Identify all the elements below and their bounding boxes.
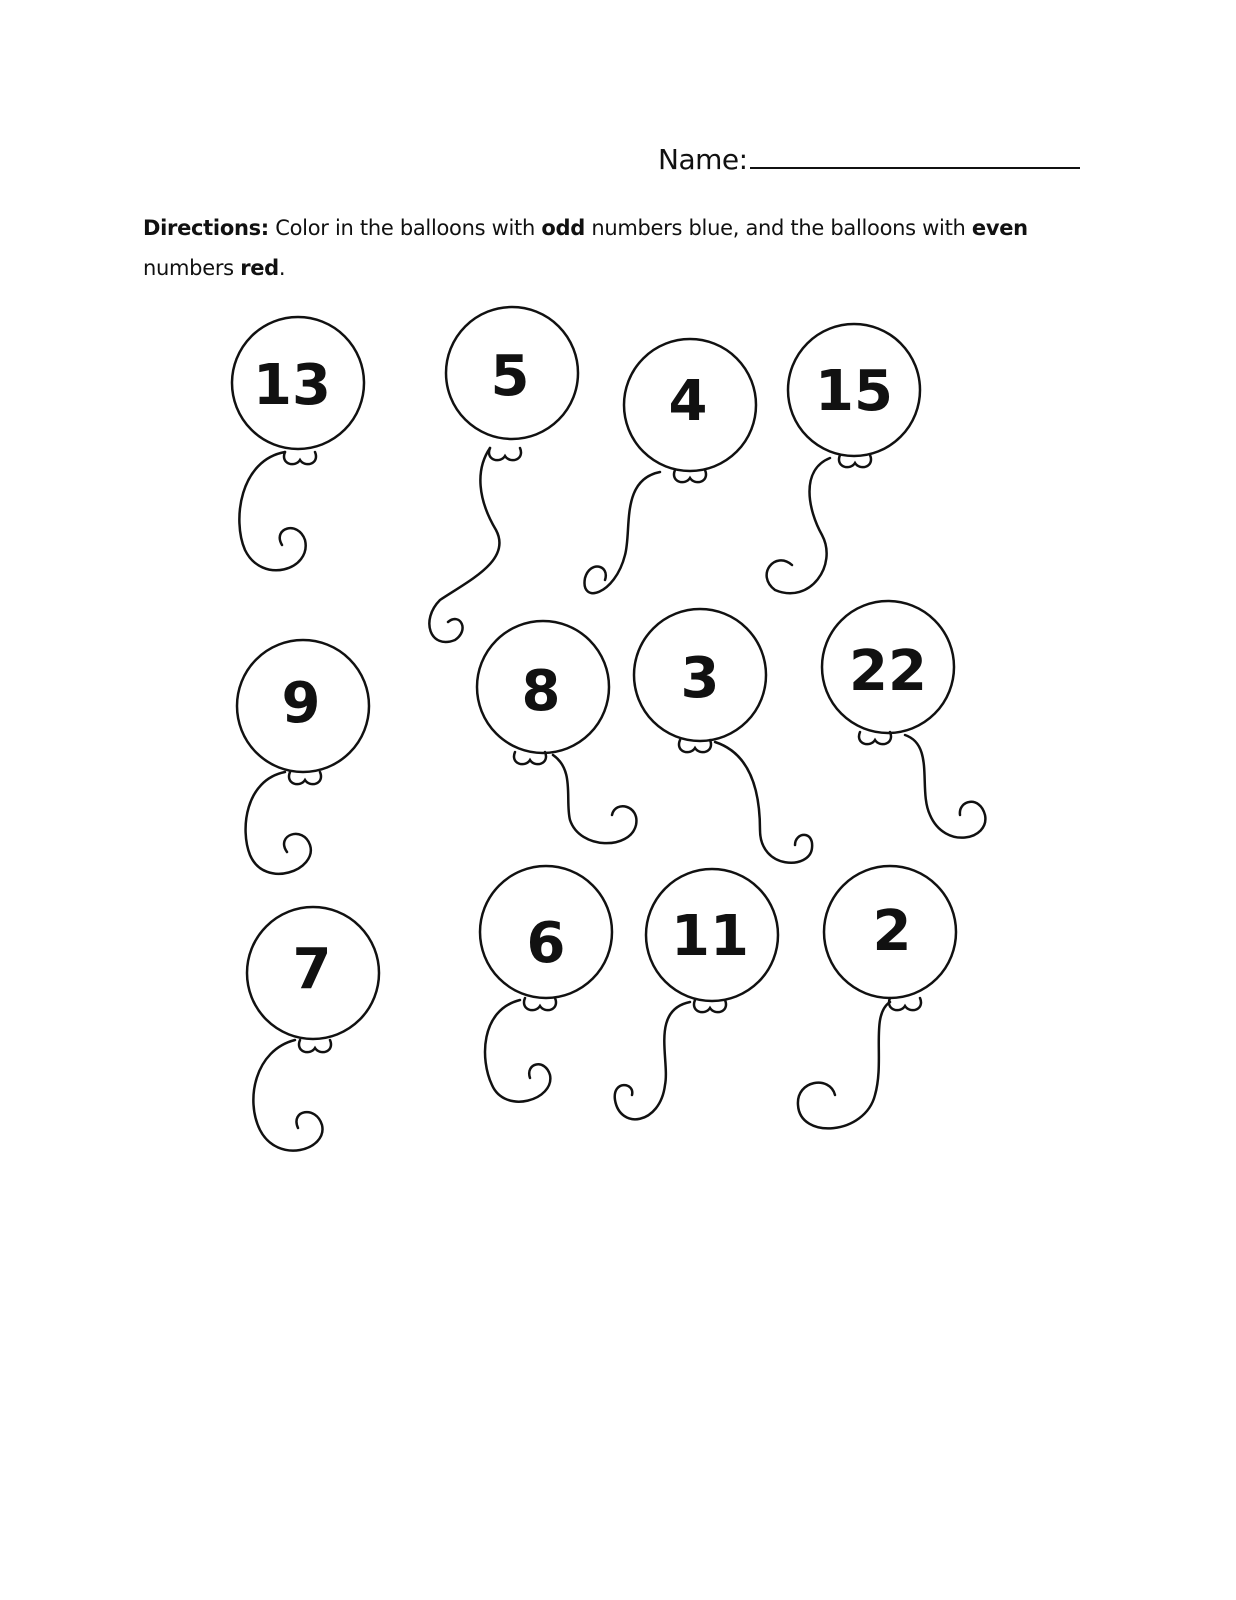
even-word: even (971, 216, 1028, 240)
directions-text: Color in the balloons with (268, 216, 542, 240)
balloon-number: 5 (490, 344, 530, 409)
directions-text: numbers (143, 256, 241, 280)
balloon-number: 22 (849, 639, 927, 704)
balloon-number: 2 (872, 899, 912, 964)
balloon-number: 9 (281, 671, 321, 736)
balloon-numbers (253, 344, 927, 1002)
balloon-number: 11 (671, 904, 749, 969)
balloon-number: 13 (253, 353, 331, 418)
balloon-number: 15 (815, 359, 893, 424)
balloon-number: 8 (521, 659, 561, 724)
balloon-strings (239, 448, 985, 1151)
odd-word: odd (541, 216, 585, 240)
balloon-number: 4 (668, 369, 708, 434)
name-label: Name: (658, 143, 748, 176)
balloon-number: 6 (526, 911, 566, 976)
balloon-number: 7 (292, 937, 332, 1002)
balloon-knots (281, 448, 921, 1052)
directions-label: Directions: (143, 216, 269, 240)
red-word: red (240, 256, 279, 280)
balloon-number: 3 (680, 646, 720, 711)
directions-text: . (278, 256, 286, 280)
directions-text: numbers blue, and the balloons with (584, 216, 972, 240)
